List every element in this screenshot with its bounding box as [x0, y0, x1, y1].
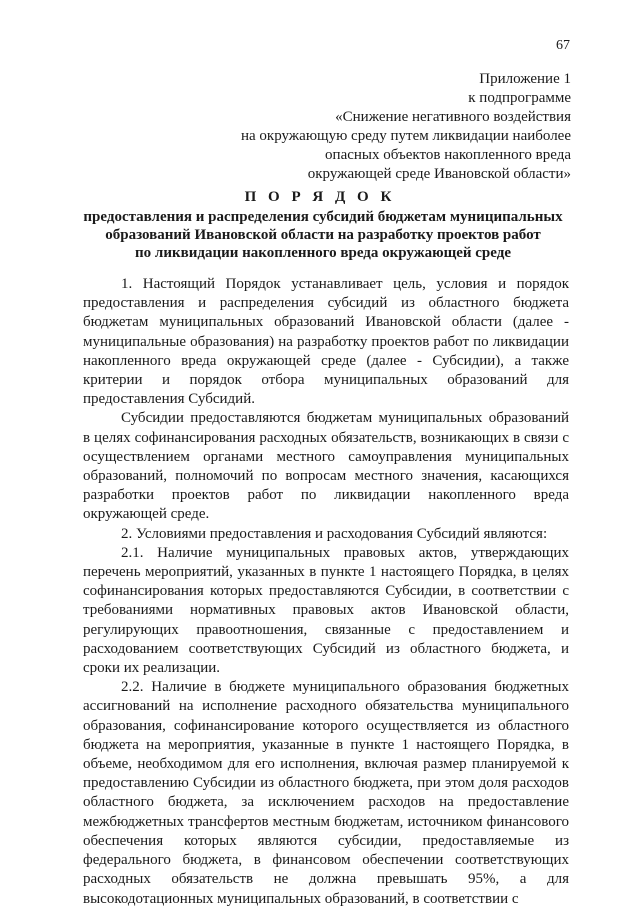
paragraph: 2. Условиями предоставления и расходования Субсидий являются: — [121, 525, 548, 542]
appendix-line: опасных объектов накопленного вреда — [325, 147, 571, 163]
appendix-line: «Снижение негативного воздействия — [335, 109, 571, 125]
paragraph: 2.1. Наличие муниципальных правовых актов, утверждающих перечень мероприятий, указанных в пункте 1 настоящего Порядка, в целях софинансирования которых предоставляются Субсидии, в соответствии с требованиями нормативных правовых актов Ивановской области, регулирующих правоотношения, связанные с предоставлением и расходованием соответствующих Субсидий из областного бюджета, и сроки их реализации. — [83, 544, 569, 677]
subtitle-line: образований Ивановской области на разработку проектов работ — [105, 227, 541, 243]
document-title: П О Р Я Д О К — [244, 189, 396, 205]
document-body — [83, 275, 569, 909]
subtitle-line: по ликвидации накопленного вреда окружающей среде — [135, 245, 511, 261]
document-subtitle — [80, 208, 566, 262]
appendix-line: окружающей среде Ивановской области» — [307, 166, 571, 182]
appendix-header — [151, 70, 571, 184]
appendix-line: Приложение 1 — [479, 71, 571, 87]
page-number: 67 — [556, 38, 570, 53]
paragraph: 1. Настоящий Порядок устанавливает цель, условия и порядок предоставления и распределения субсидий из областного бюджета бюджетам муниципальных образований Ивановской области (далее - муниципальные образования) на разработку проектов работ по ликвидации накопленного вреда окружающей среде (далее - Субсидии), а также критерии и порядок отбора муниципальных образований для предоставления Субсидий. — [83, 276, 569, 408]
appendix-line: на окружающую среду путем ликвидации наиболее — [240, 128, 571, 144]
paragraph: Субсидии предоставляются бюджетам муниципальных образований в целях софинансирования расходных обязательств, возникающих в связи с осуществлением органами местного самоуправления муниципальных образований, полномочий по вопросам местного значения, касающихся разработки проектов работ по ликвидации накопленного вреда окружающей среде. — [83, 410, 569, 523]
subtitle-line: предоставления и распределения субсидий бюджетам муниципальных — [83, 209, 563, 225]
paragraph: 2.2. Наличие в бюджете муниципального образования бюджетных ассигнований на исполнение расходного обязательства муниципального образования, софинансирование которого осуществляется из областного бюджета на мероприятия, указанные в пункте 1 настоящего Порядка, в объеме, необходимом для его исполнения, включая размер планируемой к предоставлению Субсидии из областного бюджета, при этом доля расходов областного бюджета, за исключением расходов на предоставление межбюджетных трансфертов местным бюджетам, источником финансового обеспечения которых являются субсидии, предоставляемые из федерального бюджета, в финансовом обеспечении соответствующих расходных обязательств не должна превышать 95%, а для высокодотационных муниципальных образований, в соответствии с — [83, 679, 569, 907]
appendix-line: к подпрограмме — [468, 90, 571, 106]
